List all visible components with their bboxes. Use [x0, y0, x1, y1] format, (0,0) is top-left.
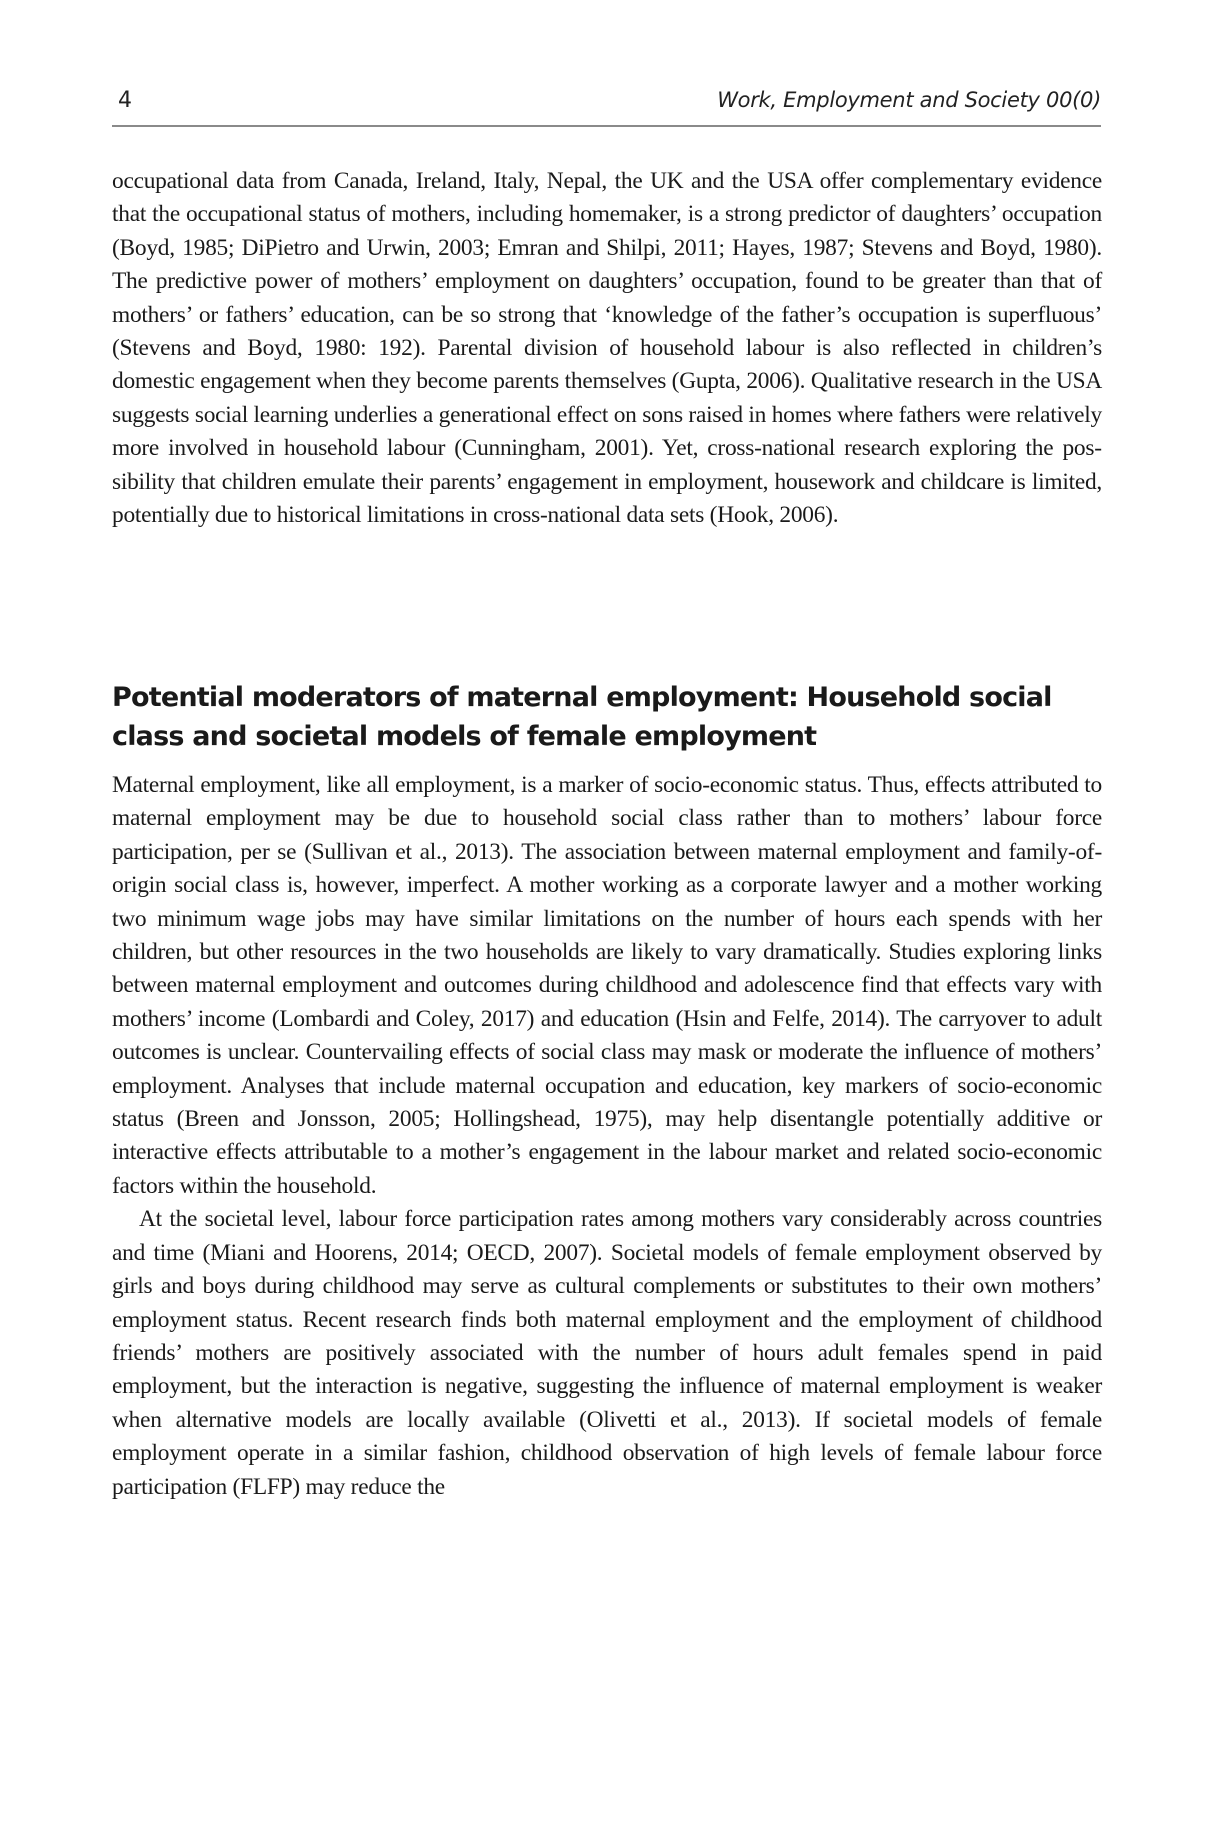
journal-title: Work, Employment and Society 00(0) — [717, 88, 1101, 112]
running-header — [118, 88, 1101, 124]
intro-paragraph: occupational data from Canada, Ireland, Italy, Nepal, the UK and the USA offer complementary evidence that the occupational status of mothers, including homemaker, is a strong predictor of daughters’ occupation (Boyd, 1985; DiPietro and Urwin, 2003; Emran and Shilpi, 2011; Hayes, 1987; Stevens and Boyd, 1980). The predictive power of mothers’ employment on daughters’ occupation, found to be greater than that of mothers’ or fathers’ education, can be so strong that ‘knowledge of the father’s occupation is superfluous’ (Stevens and Boyd, 1980: 192). Parental division of household labour is also reflected in children’s domestic engagement when they become parents themselves (Gupta, 2006). Qualitative research in the USA suggests social learning underlies a generational effect on sons raised in homes where fathers were relatively more involved in household labour (Cunningham, 2001). Yet, cross-national research exploring the possibility that children emulate their parents’ engagement in employment, housework and childcare is limited, potentially due to historical limitations in cross-national data sets (Hook, 2006). — [112, 168, 1102, 529]
section-text-block — [112, 769, 1102, 1504]
intro-text-block — [112, 165, 1102, 532]
section-paragraph-2: At the societal level, labour force participation rates among mothers vary considerably across countries and time (Miani and Hoorens, 2014; OECD, 2007). Societal models of female employment observed by girls and boys during childhood may serve as cultural complements or substitutes to their own mothers’ employment status. Recent research finds both maternal employment and the employment of childhood friends’ mothers are positively associated with the number of hours adult females spend in paid employment, but the interaction is negative, suggesting the influence of maternal employment is weaker when alternative models are locally available (Olivetti et al., 2013). If societal models of female employment operate in a similar fashion, childhood observation of high levels of female labour force participation (FLFP) may reduce the — [112, 1206, 1102, 1500]
header-divider — [112, 125, 1101, 127]
page-number: 4 — [118, 88, 132, 113]
section-heading: Potential moderators of maternal employment: Household social class and societal models of female employment — [112, 682, 1052, 752]
section-paragraph-1: Maternal employment, like all employment, is a marker of socio-economic status. Thus, effects attributed to maternal employment may be due to household social class rather than to mothers’ labour force participation, per se (Sullivan et al., 2013). The association between maternal employment and family-of-origin social class is, however, imperfect. A mother working as a corporate lawyer and a mother working two minimum wage jobs may have similar limitations on the number of hours each spends with her children, but other resources in the two households are likely to vary dramatically. Studies exploring links between maternal employment and outcomes during childhood and adolescence find that effects vary with mothers’ income (Lombardi and Coley, 2017) and education (Hsin and Felfe, 2014). The carryover to adult outcomes is unclear. Countervailing effects of social class may mask or moderate the influence of mothers’ employment. Analyses that include maternal occupation and education, key markers of socio-economic status (Breen and Jonsson, 2005; Hollingshead, 1975), may help disentangle potentially additive or interactive effects attributable to a mother’s engagement in the labour market and related socio-economic factors within the household. — [112, 772, 1102, 1199]
